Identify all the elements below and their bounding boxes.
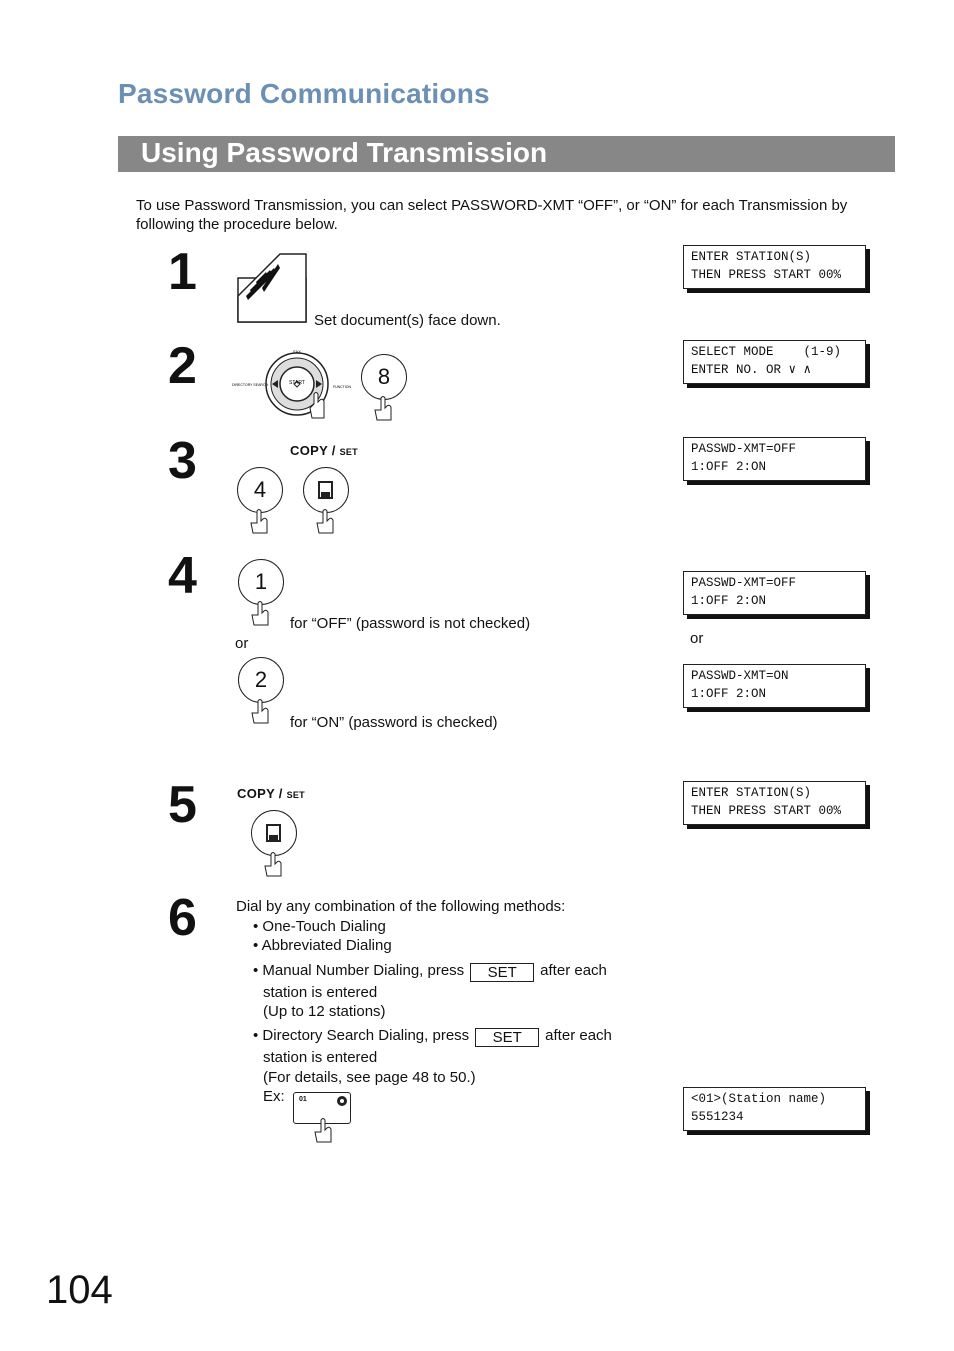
after-each-text: after each bbox=[545, 1027, 612, 1044]
lcd-line: 1:OFF 2:ON bbox=[691, 687, 767, 701]
lcd-display-step1 bbox=[683, 245, 866, 289]
pressing-hand-icon bbox=[248, 599, 276, 627]
copy-label: COPY / bbox=[237, 786, 283, 801]
lcd-line: ENTER STATION(S) bbox=[691, 250, 812, 264]
or-text: or bbox=[690, 630, 704, 647]
copy-set-label bbox=[290, 443, 358, 458]
details-text: (For details, see page 48 to 50.) bbox=[263, 1069, 476, 1086]
pressing-hand-icon bbox=[311, 1116, 339, 1144]
lcd-display-step4-off bbox=[683, 571, 866, 615]
lcd-line: PASSWD-XMT=ON bbox=[691, 669, 789, 683]
step-number-4: 4 bbox=[168, 547, 197, 605]
set-label: SET bbox=[286, 790, 305, 800]
example-label: Ex: bbox=[263, 1088, 285, 1105]
lcd-line: PASSWD-XMT=OFF bbox=[691, 576, 797, 590]
intro-text: To use Password Transmission, you can select PASSWORD-XMT “OFF”, or “ON” for each Transmission by following the procedure below. bbox=[136, 197, 848, 233]
bullet-manual-text: • Manual Number Dialing, press bbox=[253, 962, 465, 979]
step6-lead-text: Dial by any combination of the following methods: bbox=[236, 898, 566, 915]
step-number-3: 3 bbox=[168, 432, 197, 490]
document-feed-icon bbox=[236, 252, 310, 326]
control-panel-icon bbox=[232, 346, 356, 422]
function-label: FUNCTION bbox=[332, 385, 352, 389]
step-number-2: 2 bbox=[168, 337, 197, 395]
directory-search-label: DIRECTORY SEARCH bbox=[232, 383, 268, 387]
lcd-display-step2 bbox=[683, 340, 866, 384]
key-4-button[interactable]: 4 bbox=[237, 467, 283, 513]
set-label: SET bbox=[339, 447, 358, 457]
lcd-display-step6 bbox=[683, 1087, 866, 1131]
lcd-line: ENTER NO. OR ∨ ∧ bbox=[691, 363, 812, 377]
lcd-line: THEN PRESS START 00% bbox=[691, 268, 842, 282]
after-each-text: after each bbox=[540, 962, 607, 979]
bullet-abbreviated: • Abbreviated Dialing bbox=[253, 937, 392, 954]
start-label: START bbox=[289, 380, 305, 386]
pressing-hand-icon bbox=[371, 394, 399, 422]
lcd-display-step3 bbox=[683, 437, 866, 481]
lcd-display-step5 bbox=[683, 781, 866, 825]
pressing-hand-icon bbox=[248, 697, 276, 725]
step4-on-text: for “ON” (password is checked) bbox=[290, 714, 498, 731]
one-touch-indicator-icon bbox=[336, 1095, 348, 1107]
or-text: or bbox=[235, 635, 249, 652]
bullet-one-touch: • One-Touch Dialing bbox=[253, 918, 386, 935]
lcd-line: 5551234 bbox=[691, 1110, 744, 1124]
copy-icon bbox=[304, 468, 348, 512]
lcd-line: ENTER STATION(S) bbox=[691, 786, 812, 800]
set-button[interactable]: SET bbox=[470, 963, 534, 982]
bullet-manual bbox=[253, 961, 607, 982]
lcd-line: <01>(Station name) bbox=[691, 1092, 827, 1106]
station-entered-text: station is entered bbox=[263, 984, 378, 1001]
up-to-12-text: (Up to 12 stations) bbox=[263, 1003, 386, 1020]
set-button[interactable]: SET bbox=[475, 1028, 539, 1047]
page-number: 104 bbox=[46, 1268, 113, 1312]
key-8-button[interactable]: 8 bbox=[361, 354, 407, 400]
fax-label: FAX bbox=[293, 349, 301, 354]
step1-text: Set document(s) face down. bbox=[314, 312, 501, 329]
pressing-hand-icon bbox=[313, 507, 341, 535]
bullet-directory bbox=[253, 1026, 612, 1047]
step-number-1: 1 bbox=[168, 243, 197, 301]
step-number-5: 5 bbox=[168, 776, 197, 834]
step4-off-text: for “OFF” (password is not checked) bbox=[290, 615, 531, 632]
pressing-hand-icon bbox=[247, 507, 275, 535]
lcd-line: 1:OFF 2:ON bbox=[691, 460, 767, 474]
pressing-hand-icon bbox=[261, 850, 289, 878]
title-banner bbox=[118, 136, 895, 172]
copy-label: COPY / bbox=[290, 443, 336, 458]
lcd-line: THEN PRESS START 00% bbox=[691, 804, 842, 818]
key-1-button[interactable]: 1 bbox=[238, 559, 284, 605]
step-number-6: 6 bbox=[168, 889, 197, 947]
key-2-button[interactable]: 2 bbox=[238, 657, 284, 703]
bullet-directory-text: • Directory Search Dialing, press bbox=[253, 1027, 470, 1044]
lcd-line: SELECT MODE (1-9) bbox=[691, 345, 842, 359]
copy-set-label bbox=[237, 786, 305, 801]
lcd-line: PASSWD-XMT=OFF bbox=[691, 442, 797, 456]
lcd-display-step4-on bbox=[683, 664, 866, 708]
lcd-line: 1:OFF 2:ON bbox=[691, 594, 767, 608]
station-entered-text: station is entered bbox=[263, 1049, 378, 1066]
copy-icon bbox=[252, 811, 296, 855]
one-touch-label: 01 bbox=[299, 1096, 307, 1103]
section-title: Password Communications bbox=[118, 78, 490, 109]
page-title: Using Password Transmission bbox=[141, 137, 548, 168]
